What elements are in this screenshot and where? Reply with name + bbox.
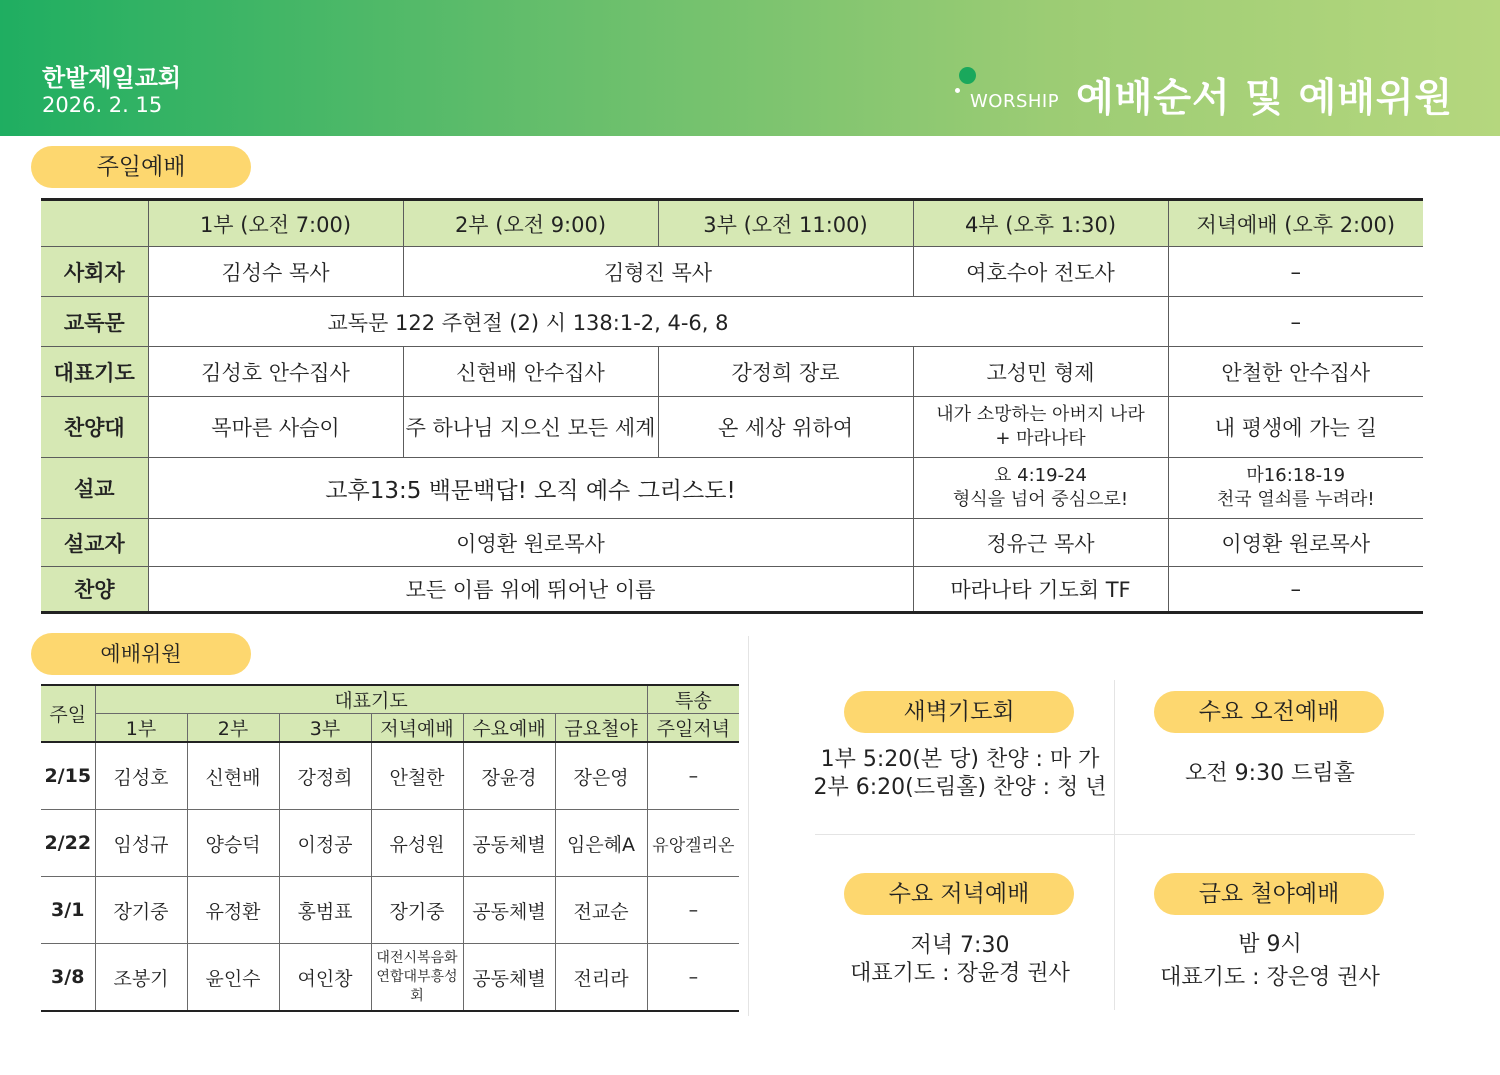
wed-evening-info: [800, 932, 1120, 988]
cell-line: 연합대부흥성회: [376, 968, 458, 1004]
row-date: 2/15: [41, 742, 95, 810]
table-cell: 고성민 형제: [913, 347, 1168, 397]
table-cell: 이영환 원로목사: [1168, 519, 1423, 567]
row-label: 설교: [41, 458, 148, 519]
cell-line: 형식을 넘어 중심으로!: [952, 489, 1129, 510]
table-cell: 여호수아 전도사: [913, 247, 1168, 297]
column-header: 저녁예배: [371, 714, 463, 743]
table-row-praise: [41, 567, 1423, 613]
table-row-preacher: [41, 519, 1423, 567]
info-line: 저녁 7:30: [910, 933, 1010, 958]
cell-line: 천국 열쇠를 누려라!: [1216, 489, 1375, 510]
column-header: 주일저녁: [647, 714, 739, 743]
table-cell: –: [647, 877, 739, 944]
info-line: 밤 9시: [1238, 932, 1302, 957]
committee-col-header: [41, 714, 739, 743]
wed-morning-info: [1130, 760, 1410, 788]
reading-text: 교독문 122 주현절 (2) 시 138:1-2, 4-6, 8: [327, 310, 729, 335]
table-cell: 유정환: [187, 877, 279, 944]
row-date: 3/1: [41, 877, 95, 944]
white-dot-icon: [955, 88, 960, 93]
dawn-prayer-title: 새벽기도회: [844, 691, 1074, 733]
table-cell: 전리라: [555, 944, 647, 1012]
table-row-sermon: [41, 458, 1423, 519]
table-cell: 김성호 안수집사: [148, 347, 403, 397]
column-header: 금요철야: [555, 714, 647, 743]
sunday-worship-table: [41, 198, 1423, 614]
table-cell: 이정공: [279, 810, 371, 877]
friday-vigil-title: 금요 철야예배: [1154, 873, 1384, 915]
week-header: 주일: [41, 685, 95, 742]
table-cell: 김형진 목사: [403, 247, 913, 297]
table-row-choir: [41, 397, 1423, 458]
dawn-prayer-info: [800, 746, 1120, 802]
table-cell: 김성수 목사: [148, 247, 403, 297]
row-date: 3/8: [41, 944, 95, 1012]
cell-line: 요 4:19-24: [994, 465, 1087, 486]
table-cell: –: [647, 742, 739, 810]
table-cell: [913, 458, 1168, 519]
divider: [748, 636, 749, 1016]
table-cell: 윤인수: [187, 944, 279, 1012]
table-row: [41, 810, 739, 877]
table-cell: [148, 297, 1168, 347]
column-header: 3부 (오전 11:00): [658, 200, 913, 247]
table-cell: 양승덕: [187, 810, 279, 877]
bulletin-date: 2026. 2. 15: [42, 93, 163, 117]
row-label: 교독문: [41, 297, 148, 347]
table-cell: –: [1168, 247, 1423, 297]
section-label-committee: 예배위원: [31, 633, 251, 675]
table-cell: –: [1168, 297, 1423, 347]
table-row-prayer: [41, 347, 1423, 397]
cell-line: + 마라나타: [995, 428, 1086, 449]
wed-morning-title: 수요 오전예배: [1154, 691, 1384, 733]
church-name: 한밭제일교회: [42, 64, 182, 92]
row-label: 찬양: [41, 567, 148, 613]
table-cell: 모든 이름 위에 뛰어난 이름: [148, 567, 913, 613]
column-header: 2부: [187, 714, 279, 743]
table-cell: 이영환 원로목사: [148, 519, 913, 567]
info-line: 대표기도 : 장은영 권사: [1160, 965, 1380, 990]
table-cell: 홍범표: [279, 877, 371, 944]
table-cell: –: [1168, 567, 1423, 613]
cell-line: 마16:18-19: [1246, 465, 1346, 486]
table-cell: 장윤경: [463, 742, 555, 810]
table-cell: 강정희 장로: [658, 347, 913, 397]
section-label-sunday: 주일예배: [31, 146, 251, 188]
wed-evening-title: 수요 저녁예배: [844, 873, 1074, 915]
table-cell: 목마른 사슴이: [148, 397, 403, 458]
info-line: 1부 5:20(본 당) 찬양 : 마 가: [820, 747, 1100, 772]
info-line: 오전 9:30 드림홀: [1185, 761, 1355, 786]
table-cell: 김성호: [95, 742, 187, 810]
committee-table: [41, 684, 739, 1012]
table-row-reading: [41, 297, 1423, 347]
column-header: 1부: [95, 714, 187, 743]
table-cell: 공동체별: [463, 877, 555, 944]
cell-line: 대전시복음화: [376, 949, 458, 966]
table-cell: [913, 397, 1168, 458]
info-line: 대표기도 : 장윤경 권사: [850, 961, 1070, 986]
table-cell: 신현배: [187, 742, 279, 810]
row-label: 사회자: [41, 247, 148, 297]
table-row: [41, 944, 739, 1012]
column-header: 2부 (오전 9:00): [403, 200, 658, 247]
divider: [815, 834, 1415, 835]
group-header-prayer: 대표기도: [95, 685, 647, 714]
table-cell: 주 하나님 지으신 모든 세계: [403, 397, 658, 458]
table-cell: [1168, 458, 1423, 519]
table-cell: 정유근 목사: [913, 519, 1168, 567]
table-cell: 안철한: [371, 742, 463, 810]
table-cell: 공동체별: [463, 810, 555, 877]
table-cell: 임성규: [95, 810, 187, 877]
table-cell: 장기중: [95, 877, 187, 944]
table-cell: –: [647, 944, 739, 1012]
row-label: 대표기도: [41, 347, 148, 397]
table-cell: 공동체별: [463, 944, 555, 1012]
table-cell: 장기중: [371, 877, 463, 944]
group-header-special: 특송: [647, 685, 739, 714]
friday-vigil-info: [1130, 928, 1410, 994]
table-cell: 내 평생에 가는 길: [1168, 397, 1423, 458]
table-cell: 고후13:5 백문백답! 오직 예수 그리스도!: [148, 458, 913, 519]
page-title: 예배순서 및 예배위원: [1076, 76, 1454, 121]
row-label: 찬양대: [41, 397, 148, 458]
table-cell: 조봉기: [95, 944, 187, 1012]
table-cell: 유성원: [371, 810, 463, 877]
column-header: 1부 (오전 7:00): [148, 200, 403, 247]
worship-label: WORSHIP: [970, 91, 1060, 112]
row-date: 2/22: [41, 810, 95, 877]
table-cell: [371, 944, 463, 1012]
table-cell: 안철한 안수집사: [1168, 347, 1423, 397]
green-dot-icon: [959, 67, 976, 84]
table-cell: 전교순: [555, 877, 647, 944]
column-header: 수요예배: [463, 714, 555, 743]
table-cell: 임은혜A: [555, 810, 647, 877]
table-cell: 신현배 안수집사: [403, 347, 658, 397]
table-row: [41, 877, 739, 944]
column-header: 저녁예배 (오후 2:00): [1168, 200, 1423, 247]
column-header: 3부: [279, 714, 371, 743]
table-cell: 마라나타 기도회 TF: [913, 567, 1168, 613]
table-row-leader: [41, 247, 1423, 297]
table-cell: 온 세상 위하여: [658, 397, 913, 458]
cell-line: 내가 소망하는 아버지 나라: [936, 404, 1145, 425]
table-header-row: [41, 200, 1423, 247]
committee-group-header: [41, 685, 739, 714]
table-row: [41, 742, 739, 810]
table-cell: 강정희: [279, 742, 371, 810]
table-cell: 유앙겔리온: [647, 810, 739, 877]
table-cell: 장은영: [555, 742, 647, 810]
corner-cell: [41, 200, 148, 247]
row-label: 설교자: [41, 519, 148, 567]
info-line: 2부 6:20(드림홀) 찬양 : 청 년: [813, 775, 1107, 800]
header-banner: [0, 0, 1500, 136]
table-cell: 여인창: [279, 944, 371, 1012]
column-header: 4부 (오후 1:30): [913, 200, 1168, 247]
